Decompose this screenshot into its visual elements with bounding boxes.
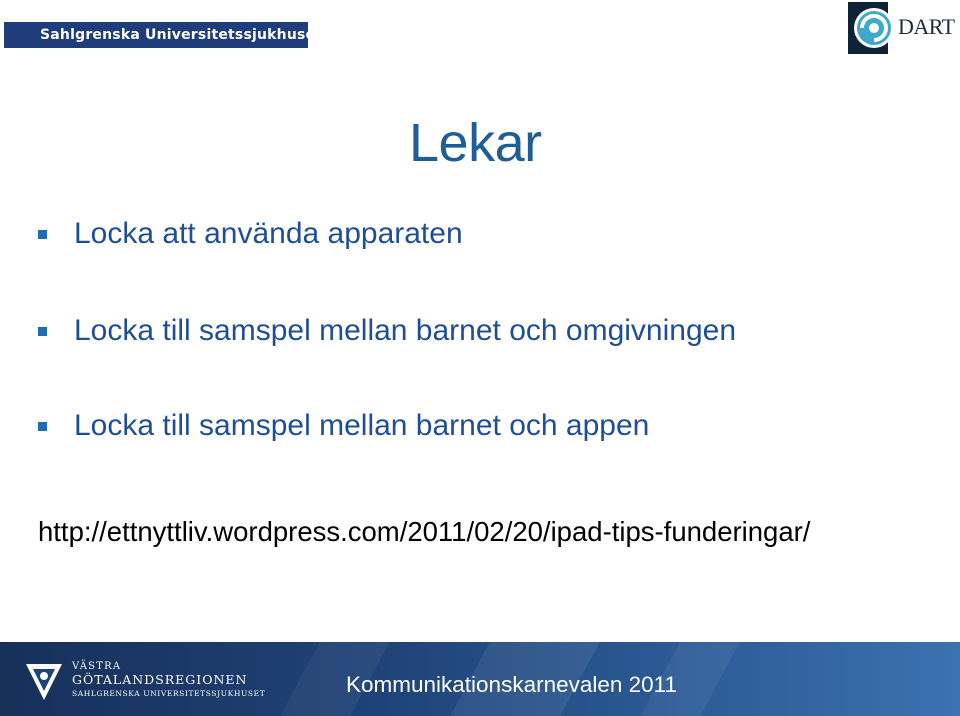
bullet-item [38,311,736,351]
square-bullet-icon [38,327,47,336]
org-line: GÖTALANDSREGIONEN [72,672,248,687]
bullet-item [38,214,463,254]
bullet-item [38,406,649,446]
org-line: SAHLGRENSKA UNIVERSITETSSJUKHUSET [72,688,266,698]
footer-event-text: Kommunikationskarnevalen 2011 [346,672,678,697]
header-bar [4,22,323,48]
square-bullet-icon [38,422,47,431]
dart-logo-text: DART [898,14,955,39]
footer-bar [0,642,960,716]
vgr-logo-text [72,662,265,697]
reference-link[interactable]: http://ettnyttliv.wordpress.com/2011/02/20/ipad-tips-funderingar/ [38,516,811,547]
vgr-emblem-icon [24,660,64,704]
bullet-text: Locka till samspel mellan barnet och appen [74,409,650,442]
bullet-text: Locka till samspel mellan barnet och omgivningen [74,314,737,347]
bullet-text: Locka att använda apparaten [74,217,463,250]
square-bullet-icon [38,230,47,239]
org-line: VÄSTRA [72,661,122,672]
institution-name: Sahlgrenska Universitetssjukhuset [40,27,323,43]
slide-title: Lekar [409,113,542,173]
